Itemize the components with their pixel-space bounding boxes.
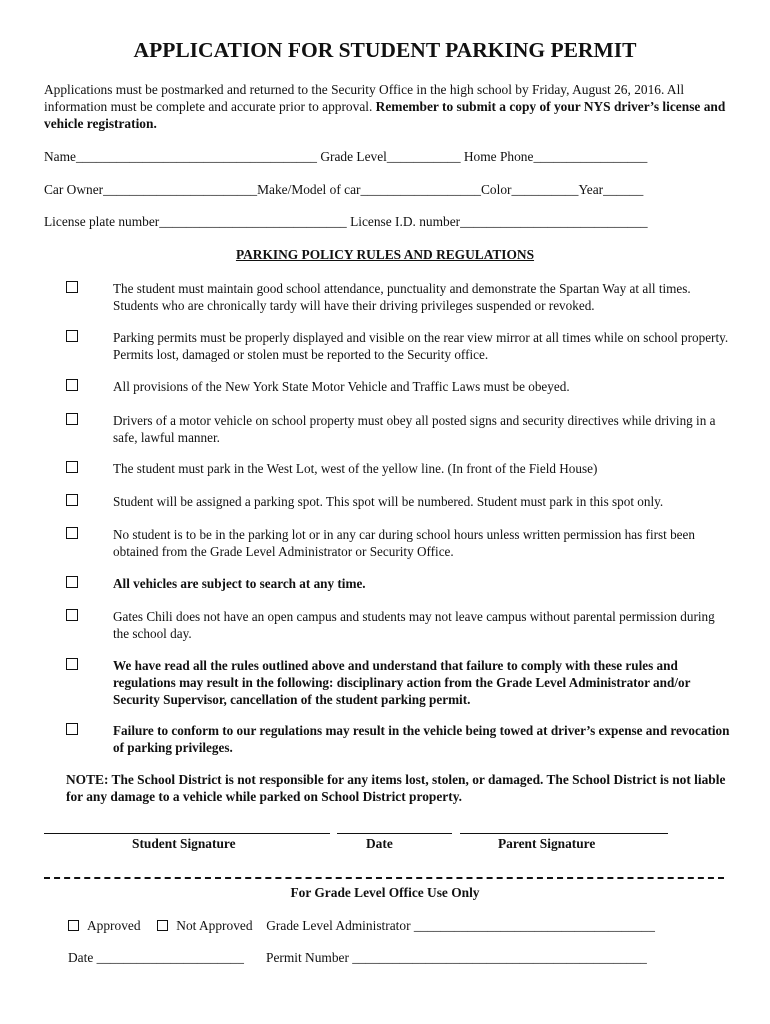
checkbox-icon[interactable] <box>66 723 78 735</box>
checkbox-icon[interactable] <box>66 281 78 293</box>
checkbox-icon[interactable] <box>66 658 78 670</box>
rule-text: All provisions of the New York State Motor Vehicle and Traffic Laws must be obeyed. <box>113 379 570 394</box>
intro-paragraph <box>44 81 734 132</box>
rule-text: Parking permits must be properly displayed and visible on the rear view mirror at all times while on school property. Permits lost, damaged or stolen must be reported to the Security office. <box>113 330 729 362</box>
liability-note: NOTE: The School District is not responsible for any items lost, stolen, or damaged. The School District is not liable for any damage to a vehicle while parked on School District property. <box>66 772 726 804</box>
student-signature-label: Student Signature <box>132 836 236 851</box>
checkbox-icon[interactable] <box>66 379 78 391</box>
rule-text: Drivers of a motor vehicle on school property must obey all posted signs and security directives while driving in a safe, lawful manner. <box>113 413 716 445</box>
intro-text: Applications must be postmarked and returned to the Security Office in the high school by Friday, August 26, 2016. All information must be complete and accurate prior to approval. <box>44 82 685 114</box>
approved-label: Approved <box>87 918 141 933</box>
rule-text: Failure to conform to our regulations may result in the vehicle being towed at driver’s expense and revocation of parking privileges. <box>113 723 730 755</box>
approval-row <box>68 918 655 934</box>
not-approved-checkbox-icon[interactable] <box>157 920 168 931</box>
student-signature-line[interactable] <box>44 833 330 834</box>
rule-text: The student must maintain good school attendance, punctuality and demonstrate the Spartan Way at all times. Students who are chronically tardy will have their driving privileges suspended or revoked. <box>113 281 691 313</box>
rule-text: Student will be assigned a parking spot. This spot will be numbered. Student must park in this spot only. <box>113 494 664 509</box>
license-info-line[interactable]: License plate number____________________________ License I.D. number____________________________ <box>44 214 648 229</box>
parent-signature-line[interactable] <box>460 833 668 834</box>
rule-text: The student must park in the West Lot, west of the yellow line. (In front of the Field House) <box>113 461 598 476</box>
permit-number-line[interactable]: Permit Number ____________________________________________ <box>266 950 647 965</box>
student-info-line[interactable]: Name____________________________________ Grade Level___________ Home Phone_________________ <box>44 149 648 164</box>
checkbox-icon[interactable] <box>66 330 78 342</box>
checkbox-icon[interactable] <box>66 461 78 473</box>
checkbox-icon[interactable] <box>66 413 78 425</box>
checkbox-icon[interactable] <box>66 494 78 506</box>
form-title: APPLICATION FOR STUDENT PARKING PERMIT <box>133 38 637 62</box>
date-signature-line[interactable] <box>337 833 452 834</box>
section-heading: PARKING POLICY RULES AND REGULATIONS <box>235 247 535 262</box>
office-date-line[interactable]: Date ______________________ <box>68 950 244 965</box>
checkbox-icon[interactable] <box>66 609 78 621</box>
cut-line-divider <box>44 877 724 879</box>
parent-signature-label: Parent Signature <box>498 836 596 851</box>
date-label: Date <box>366 836 393 851</box>
checkbox-icon[interactable] <box>66 576 78 588</box>
vehicle-info-line[interactable]: Car Owner_______________________Make/Model of car__________________Color__________Year______ <box>44 182 644 197</box>
rule-text: No student is to be in the parking lot or in any car during school hours unless written permission has first been obtained from the Grade Level Administrator or Security Office. <box>113 527 695 559</box>
not-approved-label: Not Approved <box>176 918 253 933</box>
office-use-heading: For Grade Level Office Use Only <box>290 885 480 900</box>
intro-reminder: Remember to submit a copy of your NYS driver’s license and vehicle registration. <box>44 99 726 131</box>
checkbox-icon[interactable] <box>66 527 78 539</box>
approved-checkbox-icon[interactable] <box>68 920 79 931</box>
administrator-line[interactable]: Grade Level Administrator ____________________________________ <box>266 918 655 933</box>
rule-text: Gates Chili does not have an open campus and students may not leave campus without parental permission during the school day. <box>113 609 715 641</box>
rule-text: We have read all the rules outlined above and understand that failure to comply with these rules and regulations may result in the following: disciplinary action from the Grade Level Administrator and/or Security Supervisor, cancellation of the student parking permit. <box>113 658 691 707</box>
rule-text: All vehicles are subject to search at any time. <box>113 576 366 591</box>
